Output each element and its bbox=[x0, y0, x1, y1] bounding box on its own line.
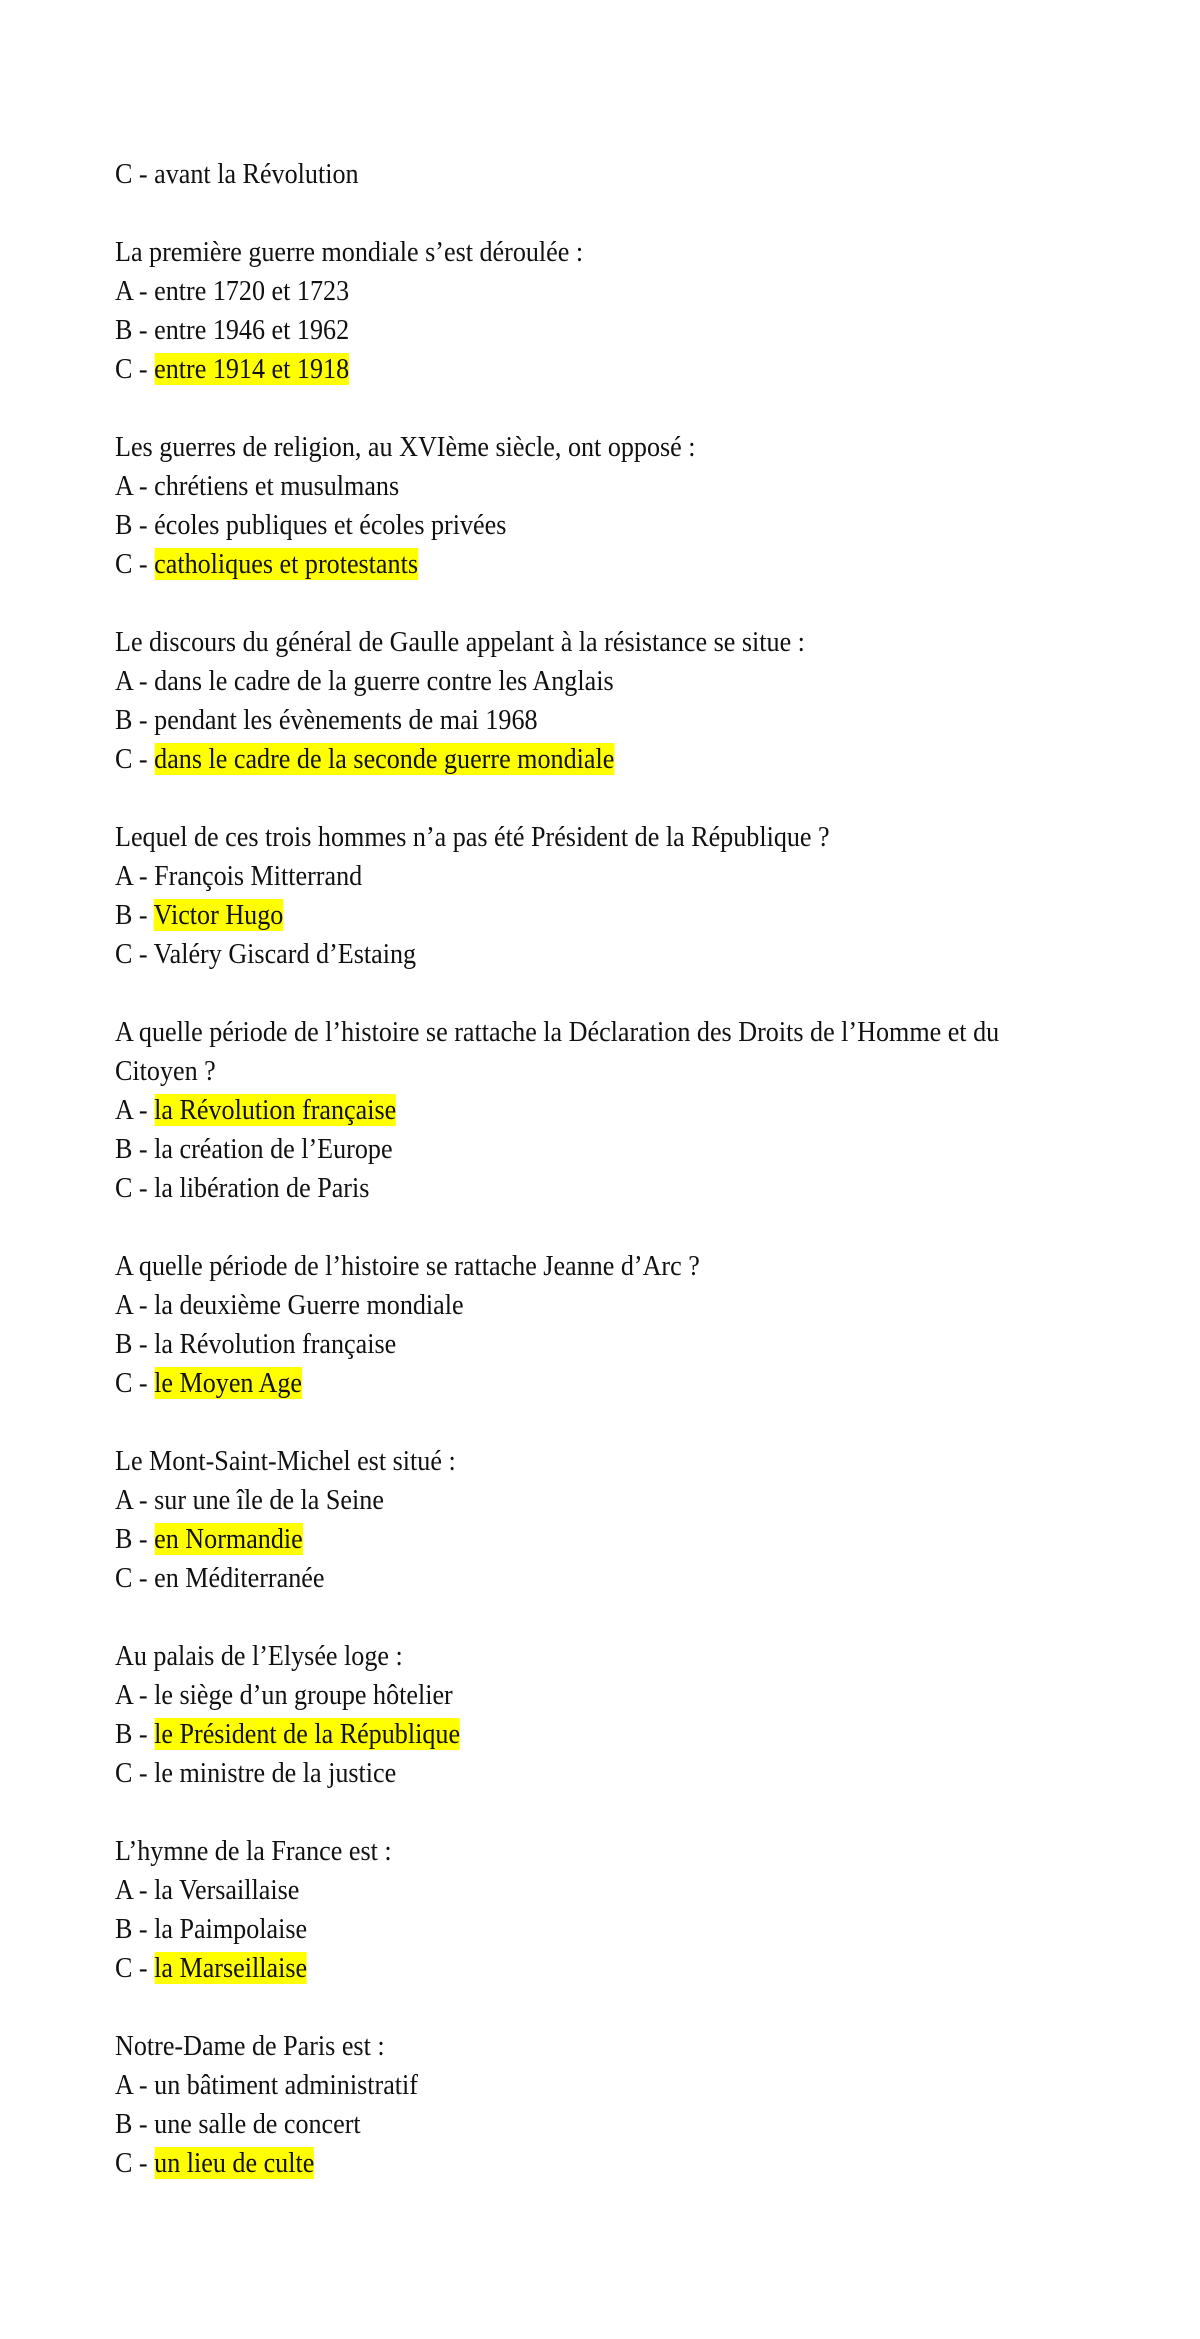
answer-option-a bbox=[115, 272, 1015, 311]
answer-text: la Paimpolaise bbox=[154, 1913, 308, 1945]
answer-text: le siège d’un groupe hôtelier bbox=[154, 1679, 453, 1711]
spacer bbox=[115, 389, 1015, 428]
question-block bbox=[115, 623, 1015, 779]
spacer bbox=[115, 1598, 1015, 1637]
question-text: A quelle période de l’histoire se rattache la Déclaration des Droits de l’Homme et du Citoyen ? bbox=[115, 1016, 1000, 1087]
answer-text: écoles publiques et écoles privées bbox=[154, 509, 507, 541]
answer-letter: C - bbox=[115, 548, 155, 580]
answer-letter: B - bbox=[115, 899, 154, 931]
answer-option-b bbox=[115, 506, 1015, 545]
spacer bbox=[115, 779, 1015, 818]
answer-text: en Méditerranée bbox=[154, 1562, 325, 1594]
answer-option-a bbox=[115, 1091, 1015, 1130]
answer-option-a bbox=[115, 2066, 1015, 2105]
answer-text: une salle de concert bbox=[154, 2108, 361, 2140]
answer-letter: B - bbox=[115, 1913, 155, 1945]
answer-letter: A - bbox=[115, 1679, 155, 1711]
answer-option-c bbox=[115, 350, 1015, 389]
answer-option-b bbox=[115, 1520, 1015, 1559]
answer-option-a bbox=[115, 467, 1015, 506]
answer-letter: A - bbox=[115, 860, 155, 892]
answer-letter: A - bbox=[115, 275, 155, 307]
answer-text: la Versaillaise bbox=[154, 1874, 300, 1906]
answer-letter: C - bbox=[115, 938, 154, 970]
answer-option-c bbox=[115, 1559, 1015, 1598]
question-block bbox=[115, 428, 1015, 584]
answer-letter: B - bbox=[115, 1133, 155, 1165]
answer-option-a bbox=[115, 1676, 1015, 1715]
answer-option-b bbox=[115, 701, 1015, 740]
quiz-document bbox=[115, 155, 1015, 2222]
answer-letter: B - bbox=[115, 509, 155, 541]
answer-option-a bbox=[115, 857, 1015, 896]
spacer bbox=[115, 1403, 1015, 1442]
question-block bbox=[115, 1247, 1015, 1403]
answer-text: François Mitterrand bbox=[154, 860, 363, 892]
answer-option-a bbox=[115, 1871, 1015, 1910]
answer-letter: C - bbox=[115, 2147, 155, 2179]
answer-letter: A - bbox=[115, 1874, 155, 1906]
question-block bbox=[115, 1013, 1015, 1208]
correct-answer-text: la Marseillaise bbox=[154, 1952, 308, 1984]
question-text: Le Mont-Saint-Michel est situé : bbox=[115, 1445, 456, 1477]
answer-option-b bbox=[115, 896, 1015, 935]
correct-answer-text: en Normandie bbox=[154, 1523, 303, 1555]
answer-option-b bbox=[115, 1910, 1015, 1949]
answer-option-c bbox=[115, 1754, 1015, 1793]
answer-option-b bbox=[115, 311, 1015, 350]
answer-letter: C - bbox=[115, 743, 155, 775]
answer-letter: C - bbox=[115, 1367, 155, 1399]
answer-text: Valéry Giscard d’Estaing bbox=[153, 938, 417, 970]
answer-letter: A - bbox=[115, 470, 155, 502]
answer-option-c bbox=[115, 2144, 1015, 2183]
question-block bbox=[115, 2027, 1015, 2183]
question-block bbox=[115, 818, 1015, 974]
question-list bbox=[115, 233, 1015, 2222]
answer-text: sur une île de la Seine bbox=[154, 1484, 384, 1516]
answer-option-c bbox=[115, 1364, 1015, 1403]
question-block bbox=[115, 1832, 1015, 1988]
answer-letter: A - bbox=[115, 1484, 155, 1516]
question-text: Les guerres de religion, au XVIème siècle, ont opposé : bbox=[115, 431, 696, 463]
question-text: A quelle période de l’histoire se rattache Jeanne d’Arc ? bbox=[115, 1250, 700, 1282]
answer-option-a bbox=[115, 1481, 1015, 1520]
answer-letter: B - bbox=[115, 1523, 155, 1555]
spacer bbox=[115, 1208, 1015, 1247]
answer-letter: C - bbox=[115, 1952, 155, 1984]
correct-answer-text: dans le cadre de la seconde guerre mondiale bbox=[154, 743, 615, 775]
answer-letter: A - bbox=[115, 665, 155, 697]
answer-text: chrétiens et musulmans bbox=[154, 470, 400, 502]
question-text: Au palais de l’Elysée loge : bbox=[115, 1640, 403, 1672]
answer-letter: C - bbox=[115, 1757, 155, 1789]
correct-answer-text: Victor Hugo bbox=[153, 899, 284, 931]
answer-option-c bbox=[115, 935, 1015, 974]
answer-text: un bâtiment administratif bbox=[154, 2069, 419, 2101]
answer-option-b bbox=[115, 1715, 1015, 1754]
answer-letter: C - bbox=[115, 353, 155, 385]
question-block bbox=[115, 1442, 1015, 1598]
answer-text: la Révolution française bbox=[154, 1328, 397, 1360]
intro-line: C - avant la Révolution bbox=[115, 158, 359, 190]
answer-letter: B - bbox=[115, 314, 155, 346]
answer-option-a bbox=[115, 1286, 1015, 1325]
spacer bbox=[115, 584, 1015, 623]
answer-option-a bbox=[115, 662, 1015, 701]
answer-letter: C - bbox=[115, 1562, 155, 1594]
question-block bbox=[115, 233, 1015, 389]
question-text: Le discours du général de Gaulle appelant à la résistance se situe : bbox=[115, 626, 805, 658]
answer-option-b bbox=[115, 1130, 1015, 1169]
correct-answer-text: le Président de la République bbox=[154, 1718, 461, 1750]
answer-text: la création de l’Europe bbox=[154, 1133, 393, 1165]
answer-text: le ministre de la justice bbox=[154, 1757, 397, 1789]
answer-text: dans le cadre de la guerre contre les Anglais bbox=[154, 665, 614, 697]
spacer bbox=[115, 2183, 1015, 2222]
answer-text: pendant les évènements de mai 1968 bbox=[154, 704, 538, 736]
answer-option-b bbox=[115, 2105, 1015, 2144]
answer-letter: A - bbox=[115, 1289, 155, 1321]
answer-option-c bbox=[115, 545, 1015, 584]
answer-letter: C - bbox=[115, 1172, 155, 1204]
answer-letter: B - bbox=[115, 704, 155, 736]
spacer bbox=[115, 194, 1015, 233]
answer-text: entre 1946 et 1962 bbox=[154, 314, 350, 346]
spacer bbox=[115, 1988, 1015, 2027]
spacer bbox=[115, 974, 1015, 1013]
question-text: Lequel de ces trois hommes n’a pas été Président de la République ? bbox=[115, 821, 830, 853]
correct-answer-text: le Moyen Age bbox=[154, 1367, 303, 1399]
correct-answer-text: catholiques et protestants bbox=[154, 548, 418, 580]
question-block bbox=[115, 1637, 1015, 1793]
question-text: L’hymne de la France est : bbox=[115, 1835, 392, 1867]
answer-text: entre 1720 et 1723 bbox=[154, 275, 350, 307]
correct-answer-text: la Révolution française bbox=[154, 1094, 397, 1126]
answer-option-b bbox=[115, 1325, 1015, 1364]
question-text: Notre-Dame de Paris est : bbox=[115, 2030, 385, 2062]
answer-letter: B - bbox=[115, 2108, 155, 2140]
correct-answer-text: un lieu de culte bbox=[154, 2147, 315, 2179]
answer-text: la deuxième Guerre mondiale bbox=[154, 1289, 464, 1321]
correct-answer-text: entre 1914 et 1918 bbox=[154, 353, 350, 385]
answer-option-c bbox=[115, 1949, 1015, 1988]
answer-letter: B - bbox=[115, 1718, 155, 1750]
spacer bbox=[115, 1793, 1015, 1832]
answer-option-c bbox=[115, 740, 1015, 779]
question-text: La première guerre mondiale s’est déroulée : bbox=[115, 236, 584, 268]
answer-text: la libération de Paris bbox=[154, 1172, 370, 1204]
answer-letter: A - bbox=[115, 2069, 155, 2101]
answer-letter: A - bbox=[115, 1094, 155, 1126]
answer-letter: B - bbox=[115, 1328, 155, 1360]
answer-option-c bbox=[115, 1169, 1015, 1208]
